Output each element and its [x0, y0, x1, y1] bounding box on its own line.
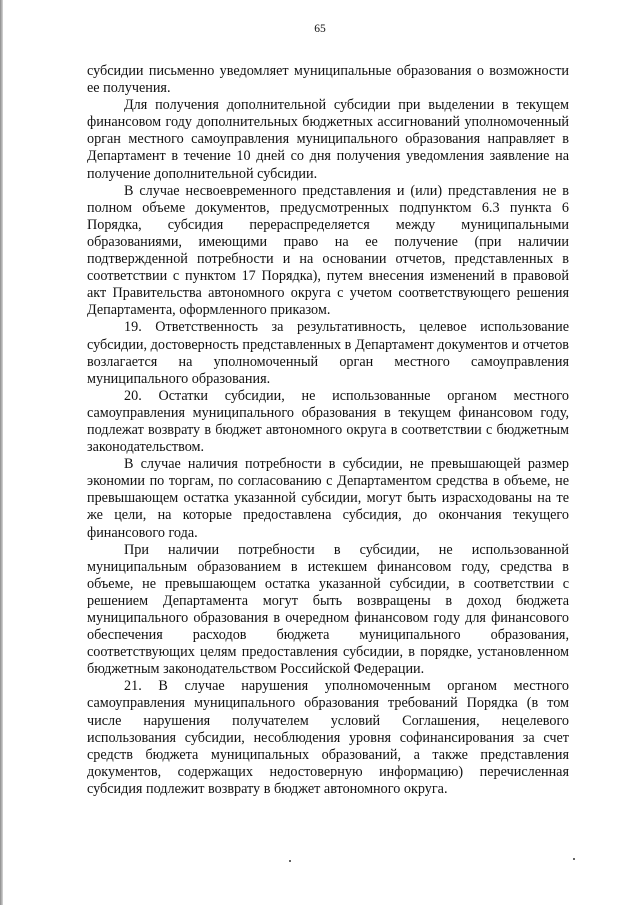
paragraph-item-19: 19. Ответственность за результативность, целевое использование субсидии, достоверность представленных в Департамент документов и отчетов возлагается на уполномоченный орган местного самоуправления муниципального образования.	[87, 319, 569, 387]
document-body	[87, 63, 569, 798]
scan-edge-shadow	[0, 0, 3, 905]
page-number: 65	[314, 23, 326, 35]
scan-speck	[289, 860, 291, 862]
paragraph-continuation: субсидии письменно уведомляет муниципальные образования о возможности ее получения.	[87, 63, 569, 97]
paragraph-item-20: 20. Остатки субсидии, не использованные органом местного самоуправления муниципального образования в текущем финансовом году, подлежат возврату в бюджет автономного округа в соответствии с бюджетным законодательством.	[87, 387, 569, 456]
paragraph-savings: В случае наличия потребности в субсидии, не превышающей размер экономии по торгам, по согласованию с Департаментом средства в объеме, не превышающем остатка указанной субсидии, могут быть израсходованы на те же цели, на которые предоставлена субсидия, до окончания текущего финансового года.	[87, 456, 569, 541]
paragraph-redistribution: В случае несвоевременного представления и (или) представления не в полном объеме документов, предусмотренных подпунктом 6.3 пункта 6 Порядка, субсидия перераспределяется между муниципальными образованиями, имеющими право на ее получение (при наличии подтвержденной потребности и на основании отчетов, представленных в соответствии с пунктом 17 Порядка), путем внесения изменений в правовой акт Правительства автономного округа с учетом соответствующего решения Департамента, оформленного приказом.	[87, 182, 569, 319]
paragraph-unused-funds: При наличии потребности в субсидии, не использованной муниципальным образованием в истекшем финансовом году, средства в объеме, не превышающем остатка указанной субсидии, в соответствии с решением Департамента могут быть возвращены в доход бюджета муниципального образования в очередном финансовом году для финансового обеспечения расходов бюджета муниципального образования, соответствующих целям предоставления субсидии, в порядке, установленном бюджетным законодательством Российской Федерации.	[87, 541, 569, 678]
paragraph-additional-subsidy: Для получения дополнительной субсидии при выделении в текущем финансовом году дополнительных бюджетных ассигнований уполномоченный орган местного самоуправления муниципального образования направляет в Департамент в течение 10 дней со дня получения уведомления заявление на получение дополнительной субсидии.	[87, 97, 569, 182]
scan-speck	[573, 858, 575, 860]
paragraph-item-21: 21. В случае нарушения уполномоченным органом местного самоуправления муниципального образования требований Порядка (в том числе нарушения получателем условий Соглашения, нецелевого использования субсидии, несоблюдения уровня софинансирования за счет средств бюджета муниципальных образований, а также представления документов, содержащих недостоверную информацию) перечисленная субсидия подлежит возврату в бюджет автономного округа.	[87, 678, 569, 797]
